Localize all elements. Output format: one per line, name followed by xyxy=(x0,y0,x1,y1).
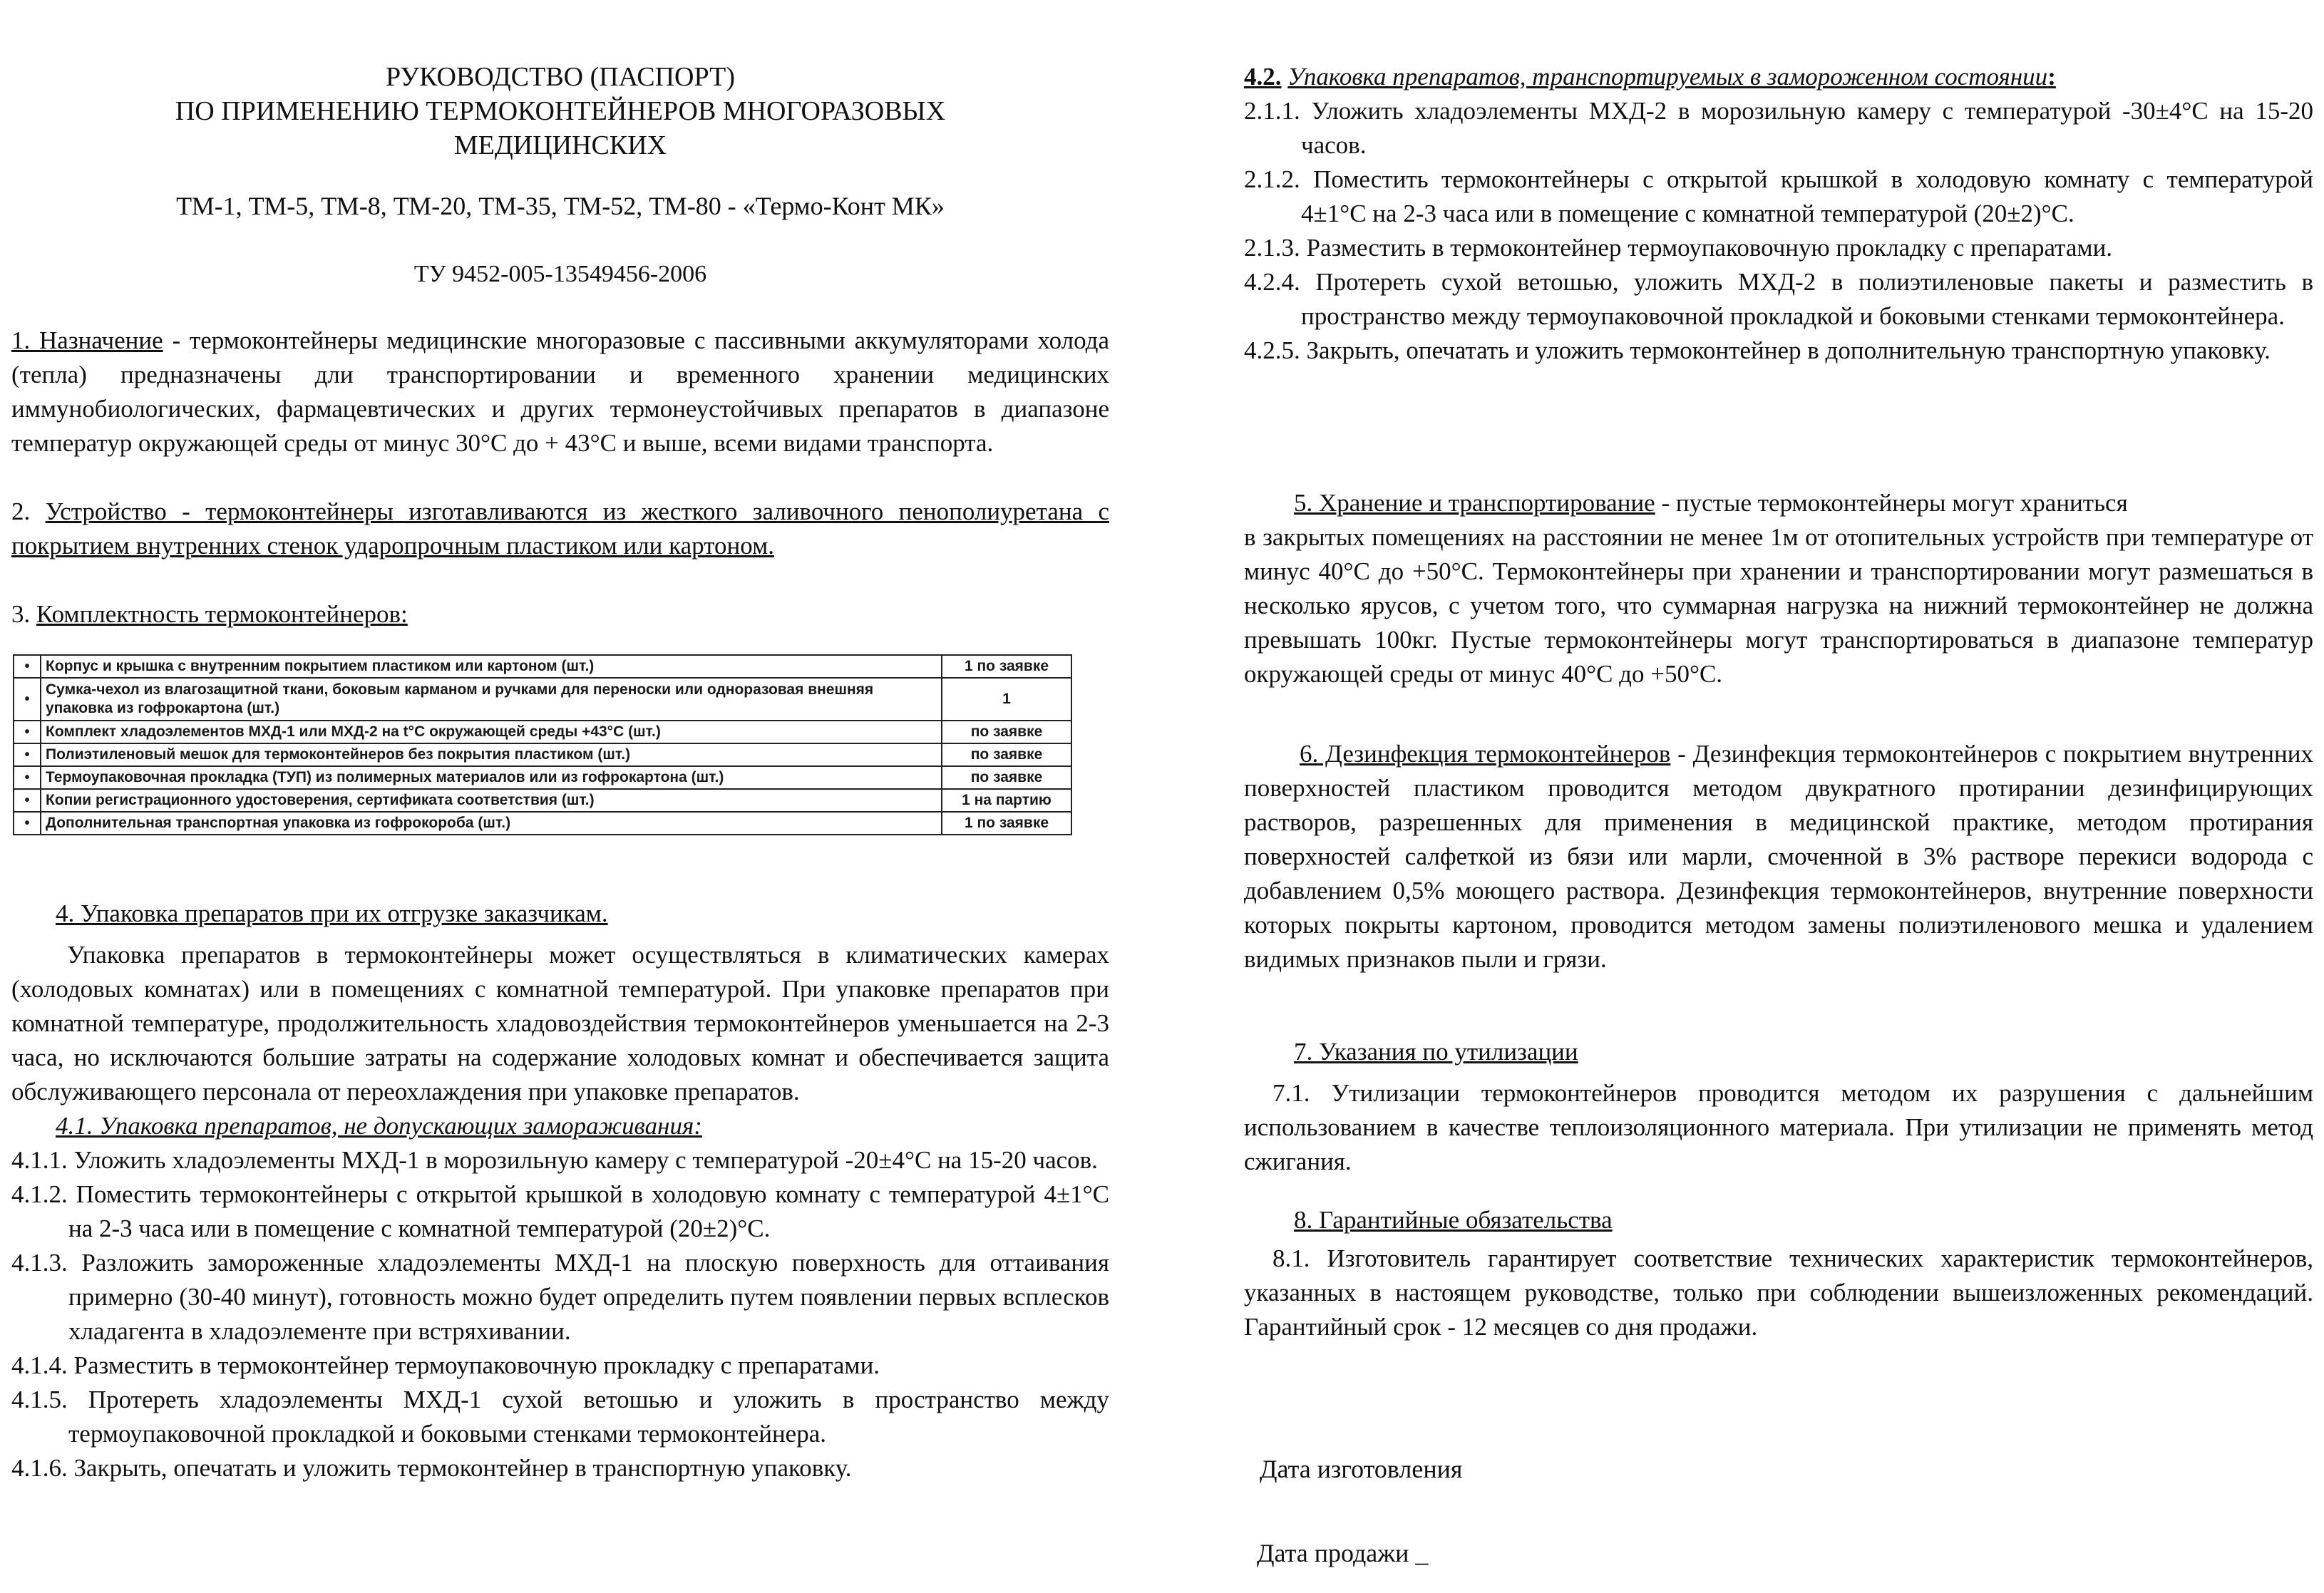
kit-item-qty: 1 по заявке xyxy=(942,812,1071,835)
table-row xyxy=(14,655,1071,678)
section-1-heading: 1. Назначение xyxy=(11,326,163,354)
section-4-2-colon: : xyxy=(2047,63,2056,91)
tech-spec-number: ТУ 9452-005-13549456-2006 xyxy=(413,261,707,287)
table-row xyxy=(14,812,1071,835)
list-item: 4.1.1. Уложить хладоэлементы МХД-1 в морозильную камеру с температурой -20±4°С на 15-20 часов. xyxy=(11,1146,1098,1174)
title-line-3: МЕДИЦИНСКИХ xyxy=(453,130,667,160)
kit-item-qty: 1 на партию xyxy=(942,789,1071,812)
list-item: 2.1.1. Уложить хладоэлементы МХД-2 в морозильную камеру с температурой -30±4°С на 15-20 часов. xyxy=(1244,97,2313,159)
section-7 xyxy=(1244,1035,2313,1179)
kit-item-qty: по заявке xyxy=(942,721,1071,743)
bullet-icon: • xyxy=(14,812,41,835)
table-row xyxy=(14,721,1071,743)
kit-item-qty: по заявке xyxy=(942,766,1071,789)
list-item: 4.1.4. Разместить в термоконтейнер термоупаковочную прокладку с препаратами. xyxy=(11,1351,880,1379)
bullet-icon: • xyxy=(14,655,41,678)
list-item: 2.1.2. Поместить термоконтейнеры с открытой крышкой в холодовую комнату с температурой 4±1°С на 2-3 часа или в помещение с комнатной температурой (20±2)°С. xyxy=(1244,165,2313,227)
table-row xyxy=(14,789,1071,812)
section-6 xyxy=(1244,737,2313,976)
section-5-text: в закрытых помещениях на расстоянии не менее 1м от отопительных устройств при температуре от минус 40°С до +50°С. Термоконтейнеры при хранении и транспортировании могут размешаться в несколько ярусов, с учетом того, что суммарная нагрузка на нижний термоконтейнер не должна превышать 100кг. Пустые термоконтейнеры могут транспортироваться в диапазоне температур окружающей среды от минус 40°С до +50°С. xyxy=(1244,523,2313,688)
kit-item-name: Дополнительная транспортная упаковка из гофрокороба (шт.) xyxy=(41,812,942,835)
bullet-icon: • xyxy=(14,678,41,721)
section-5-first-line: - пустые термоконтейнеры могут храниться xyxy=(1655,489,2128,517)
kit-item-qty: по заявке xyxy=(942,743,1071,766)
list-item: 4.1.5. Протереть хладоэлементы МХД-1 сухой ветошью и уложить в пространство между термоупаковочной прокладкой и боковыми стенками термоконтейнера. xyxy=(11,1386,1109,1448)
section-5 xyxy=(1244,486,2313,691)
kit-item-qty: 1 по заявке xyxy=(942,655,1071,678)
kit-table-wrap xyxy=(13,654,1111,835)
section-8-text: 8.1. Изготовитель гарантирует соответствие технических характеристик термоконтейнеров, указанных в настоящем руководстве, только при соблюдении вышеизложенных рекомендаций. Гарантийный срок - 12 месяцев со дня продажи. xyxy=(1244,1244,2313,1341)
section-4 xyxy=(11,897,1109,1485)
table-row xyxy=(14,766,1071,789)
bullet-icon: • xyxy=(14,789,41,812)
kit-item-name: Копии регистрационного удостоверения, сертификата соответствия (шт.) xyxy=(41,789,942,812)
section-4-2-number: 4.2. xyxy=(1244,63,1282,91)
section-4-intro: Упаковка препаратов в термоконтейнеры может осуществляться в климатических камерах (холодовых комнатах) или в помещениях с комнатной температурой. При упаковке препаратов при комнатной температуре, продолжительность хладовоздействия термоконтейнеров уменьшается на 2-3 часа, но исключаются большие затраты на содержание холодовых комнат и обеспечивается защита обслуживающего персонала от переохлаждения при упаковке препаратов. xyxy=(11,941,1109,1105)
section-2-text: Устройство - термоконтейнеры изготавливаются из жесткого заливочного пенополиуретана с покрытием внутренних стенок ударопрочным пластиком или картоном. xyxy=(11,498,1109,560)
list-item: 4.2.4. Протереть сухой ветошью, уложить МХД-2 в полиэтиленовые пакеты и разместить в пространство между термоупаковочной прокладкой и боковыми стенками термоконтейнера. xyxy=(1244,268,2313,330)
bullet-icon: • xyxy=(14,766,41,789)
section-2-number: 2. xyxy=(11,498,31,525)
kit-item-name: Термоупаковочная прокладка (ТУП) из полимерных материалов или из гофрокартона (шт.) xyxy=(41,766,942,789)
list-item: 4.1.2. Поместить термоконтейнеры с открытой крышкой в холодовую комнату с температурой 4±1°С на 2-3 часа или в помещение с комнатной температурой (20±2)°С. xyxy=(11,1180,1109,1242)
document-title xyxy=(11,60,1109,163)
title-line-2: ПО ПРИМЕНЕНИЮ ТЕРМОКОНТЕЙНЕРОВ МНОГОРАЗОВЫХ xyxy=(175,96,946,126)
section-8-heading: 8. Гарантийные обязательства xyxy=(1294,1206,1613,1234)
section-1-text: - термоконтейнеры медицинские многоразовые с пассивными аккумуляторами холода (тепла) предназначены дли транспортировании и временного хранении медицинских иммунобиологических, фармацевтических и других термонеустойчивых препаратов в диапазоне температур окружающей среды от минус 30°С до + 43°С и выше, всеми видами транспорта. xyxy=(11,326,1109,457)
section-8 xyxy=(1244,1203,2313,1344)
list-item: 2.1.3. Разместить в термоконтейнер термоупаковочную прокладку с препаратами. xyxy=(1244,234,2113,262)
section-7-text: 7.1. Утилизации термоконтейнеров проводится методом их разрушения с дальнейшим использованием в качестве теплоизоляционного материала. При утилизации не применять метод сжигания. xyxy=(1244,1079,2313,1175)
section-2 xyxy=(11,495,1109,563)
section-6-text: - Дезинфекция термоконтейнеров с покрытием внутренних поверхностей пластиком проводится методом двукратного протирании дезинфицирующих растворов, разрешенных для применения в медицинской практике, методом протирания поверхностей салфеткой из бязи или марли, смоченной в 3% растворе перекиси водорода с добавлением 0,5% моющего раствора. Дезинфекция термоконтейнеров, внутренние поверхности которых покрыты картоном, проводится методом замены полиэтиленового мешка и удалением видимых признаков пыли и грязи. xyxy=(1244,740,2313,973)
section-3-heading: Комплектность термоконтейнеров: xyxy=(36,600,408,628)
list-item: 4.1.6. Закрыть, опечатать и уложить термоконтейнер в транспортную упаковку. xyxy=(11,1454,852,1482)
bullet-icon: • xyxy=(14,721,41,743)
title-line-1: РУКОВОДСТВО (ПАСПОРТ) xyxy=(386,62,735,92)
section-4-heading: 4. Упаковка препаратов при их отгрузке заказчикам. xyxy=(56,899,608,927)
table-row xyxy=(14,743,1071,766)
section-7-heading: 7. Указания по утилизации xyxy=(1294,1038,1578,1066)
kit-item-name: Полиэтиленовый мешок для термоконтейнеров без покрытия пластиком (шт.) xyxy=(41,743,942,766)
kit-item-qty: 1 xyxy=(942,678,1071,721)
sale-date-label: Дата продажи _ xyxy=(1257,1539,1429,1567)
manufacture-date-label: Дата изготовления xyxy=(1260,1455,1463,1483)
kit-item-name: Сумка-чехол из влагозащитной ткани, боковым карманом и ручками для переноски или одноразовая внешняя упаковка из гофрокартона (шт.) xyxy=(41,678,942,721)
section-4-2 xyxy=(1244,60,2313,368)
section-4-1-heading: 4.1. Упаковка препаратов, не допускающих замораживания: xyxy=(56,1112,702,1140)
table-row xyxy=(14,678,1071,721)
list-item: 4.1.3. Разложить замороженные хладоэлементы МХД-1 на плоскую поверхность для оттаивания примерно (30-40 минут), готовность можно будет определить путем появлении первых всплесков хладагента в хладоэлементе при встряхивании. xyxy=(11,1249,1109,1345)
section-5-heading: 5. Хранение и транспортирование xyxy=(1294,489,1655,517)
section-1 xyxy=(11,324,1109,460)
kit-table xyxy=(13,654,1072,835)
kit-item-name: Комплект хладоэлементов МХД-1 или МХД-2 на t°С окружающей среды +43°С (шт.) xyxy=(41,721,942,743)
list-item: 4.2.5. Закрыть, опечатать и уложить термоконтейнер в дополнительную транспортную упаковку. xyxy=(1244,336,2271,364)
section-4-2-heading: Упаковка препаратов, транспортируемых в замороженном состоянии xyxy=(1287,63,2048,91)
section-3 xyxy=(11,597,1109,631)
section-6-heading: 6. Дезинфекция термоконтейнеров xyxy=(1300,740,1671,768)
bullet-icon: • xyxy=(14,743,41,766)
model-list: ТМ-1, ТМ-5, ТМ-8, ТМ-20, ТМ-35, ТМ-52, ТМ-80 - «Термо-Конт МК» xyxy=(176,192,945,220)
kit-item-name: Корпус и крышка с внутренним покрытием пластиком или картоном (шт.) xyxy=(41,655,942,678)
section-3-number: 3. xyxy=(11,600,31,628)
